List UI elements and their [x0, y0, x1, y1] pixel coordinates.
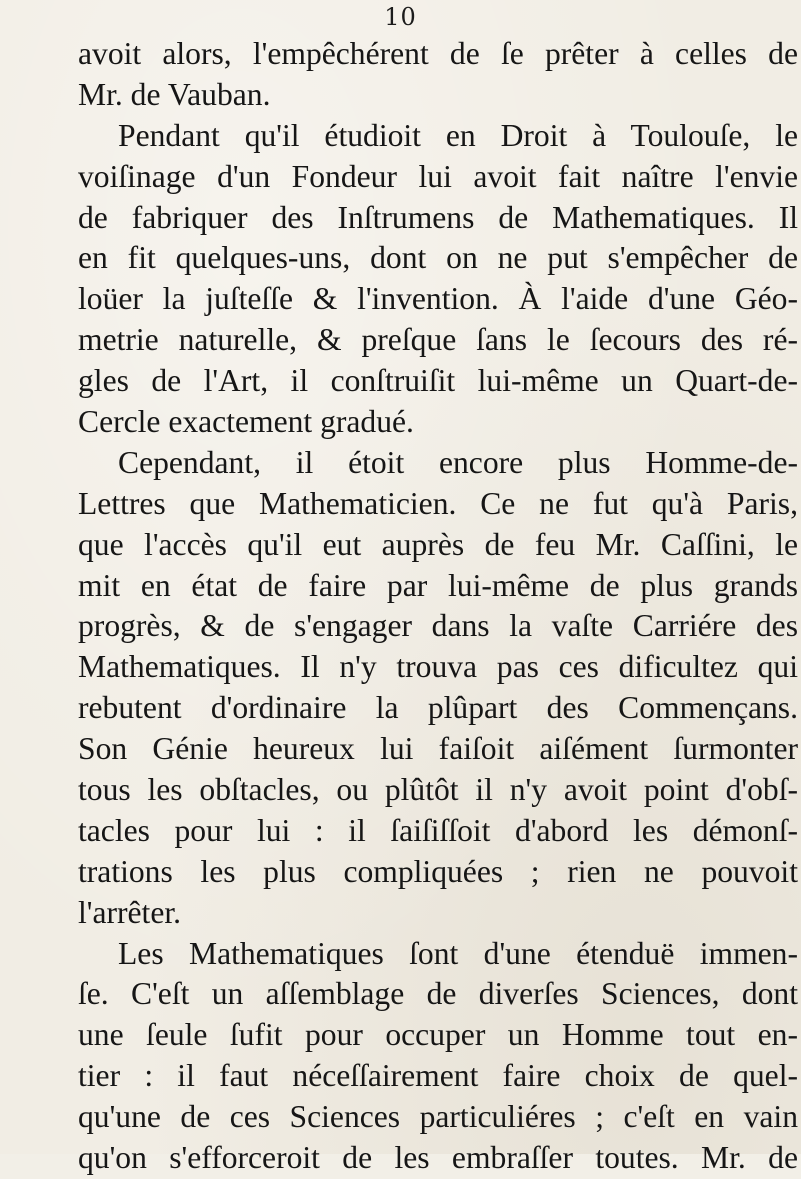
page-number: 10: [384, 3, 417, 31]
text-line: tous les obſtacles, ou plûtôt il n'y avoit point d'obſ-: [78, 772, 798, 808]
text-line: Mathematiques. Il n'y trouva pas ces dificultez qui: [78, 649, 798, 685]
text-line: Lettres que Mathematicien. Ce ne fut qu'à Paris,: [78, 485, 798, 521]
text-line: avoit alors, l'empêchérent de ſe prêter à celles de: [78, 36, 798, 71]
body-text: [78, 34, 798, 1179]
text-line: qu'on s'efforceroit de les embraſſer toutes. Mr. de: [78, 1140, 798, 1176]
text-line: rebutent d'ordinaire la plûpart des Commençans.: [78, 690, 798, 726]
text-line: Mr. de Vauban.: [78, 76, 271, 112]
text-line: en fit quelques-uns, dont on ne put s'empêcher de: [78, 240, 798, 276]
text-line: l'arrêter.: [78, 894, 182, 930]
text-line: mit en état de faire par lui-même de plus grands: [78, 567, 798, 603]
text-line: tier : il faut néceſſairement faire choix de quel-: [78, 1058, 798, 1094]
text-line: trations les plus compliquées ; rien ne pouvoit: [78, 853, 798, 889]
text-line: tacles pour lui : il ſaiſiſſoit d'abord les démonſ-: [78, 812, 798, 848]
paragraph-first-line: Les Mathematiques ſont d'une étenduë immen-: [118, 935, 798, 971]
text-line: Cercle exactement gradué.: [78, 404, 414, 440]
text-line: voiſinage d'un Fondeur lui avoit fait naître l'envie: [78, 158, 798, 194]
text-line: qu'une de ces Sciences particuliéres ; c'eſt en vain: [78, 1099, 798, 1135]
text-line: progrès, & de s'engager dans la vaſte Carriére des: [78, 608, 798, 644]
text-line: Son Génie heureux lui faiſoit aiſément ſurmonter: [78, 731, 798, 767]
paragraph-first-line: Pendant qu'il étudioit en Droit à Toulouſe, le: [118, 117, 798, 153]
text-line: une ſeule ſufit pour occuper un Homme tout en-: [78, 1017, 798, 1053]
text-line: gles de l'Art, il conſtruiſit lui-même un Quart-de-: [78, 363, 798, 399]
text-line: de fabriquer des Inſtrumens de Mathematiques. Il: [78, 199, 798, 235]
text-line: ſe. C'eſt un aſſemblage de diverſes Sciences, dont: [78, 976, 798, 1012]
paragraph-first-line: Cependant, il étoit encore plus Homme-de-: [118, 444, 798, 480]
text-line: que l'accès qu'il eut auprès de feu Mr. Caſſini, le: [78, 526, 798, 562]
text-line: loüer la juſteſſe & l'invention. À l'aide d'une Géo-: [78, 281, 798, 317]
text-line: metrie naturelle, & preſque ſans le ſecours des ré-: [78, 322, 798, 358]
